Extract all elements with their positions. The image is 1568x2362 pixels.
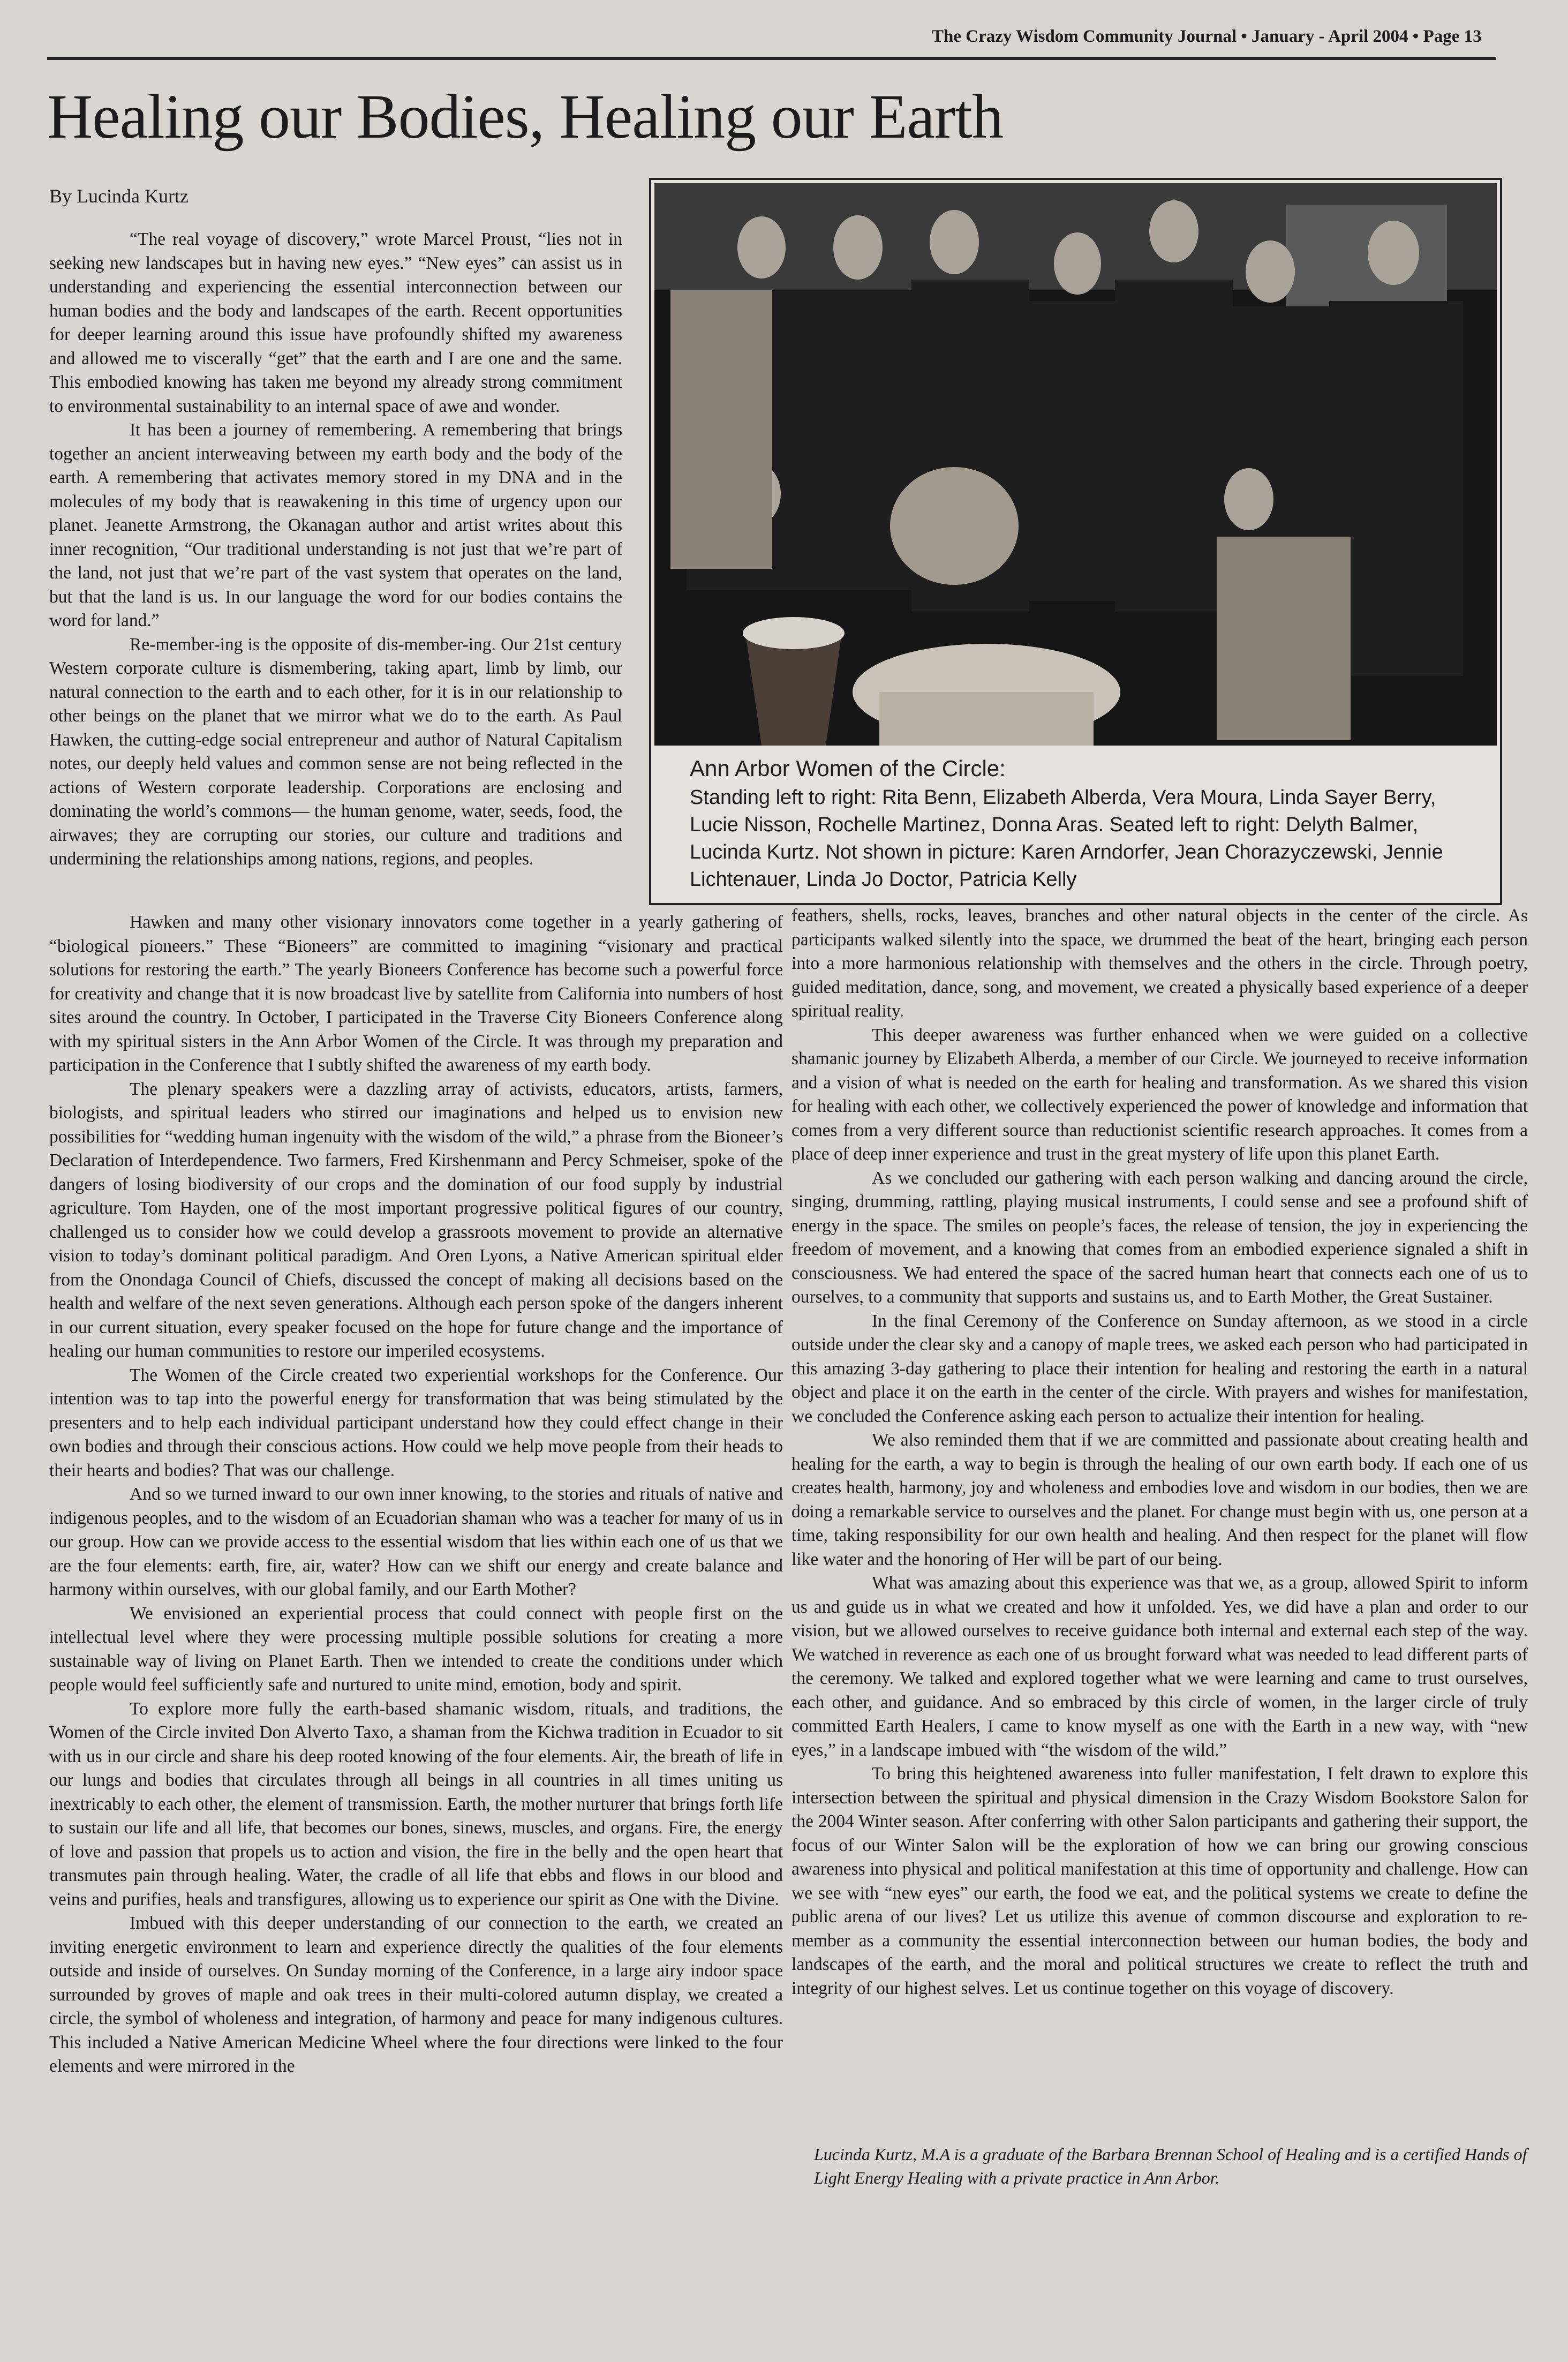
paragraph: To explore more fully the earth-based shamanic wisdom, rituals, and traditions, the Women of the Circle invited Don Alverto Taxo, a shaman from the Kichwa tradition in Ecuador to sit with us in our circle and share his deep rooted knowing of the four elements. Air, the breath of life in our lungs and bodies that circulates through all beings in all countries in all times uniting us inextricably to each other, the element of transmission. Earth, the mother nurturer that brings forth life to sustain our life and all life, that becomes our bones, sinews, muscles, and organs. Fire, the energy of love and passion that propels us to action and vision, the fire in the belly and the open heart that transmutes pain through healing. Water, the cradle of all life that ebbs and flows in our blood and veins and purifies, heals and transfigures, allowing us to experience our spirit as One with the Divine.	[49, 1698, 783, 1909]
paragraph: Hawken and many other visionary innovators come together in a yearly gathering of “biological pioneers.” These “Bioneers” are committed to imagining “visionary and practical solutions for restoring the earth.” The yearly Bioneers Conference has become such a powerful force for creativity and change that it is now broadcast live by satellite from California into numbers of host sites around the country. In October, I participated in the Traverse City Bioneers Conference along with my spiritual sisters in the Ann Arbor Women of the Circle. It was through my preparation and participation in the Conference that I subtly shifted the awareness of my earth body.	[49, 912, 783, 1075]
paragraph: This deeper awareness was further enhanced when we were guided on a collective shamanic journey by Elizabeth Alberda, a member of our Circle. We journeyed to receive information and a vision of what is needed on the earth for healing and transformation. As we shared this vision for healing with each other, we collectively experienced the power of knowledge and information that comes from a very different source than reductionist scientific research approaches. It comes from a place of deep inner experience and trust in the great mystery of life upon this planet Earth.	[791, 1025, 1528, 1164]
header-rule	[47, 57, 1496, 60]
group-photo-illustration	[654, 183, 1497, 746]
column-right-lower	[791, 904, 1528, 2000]
paragraph: In the final Ceremony of the Conference on Sunday afternoon, as we stood in a circle outside under the clear sky and a canopy of maple trees, we asked each person who had participated in this amazing 3-day gathering to place their intention for healing and restoring the earth in a natural object and place it on the earth in the center of the circle. With prayers and wishes for manifestation, we concluded the Conference asking each person to actualize their intention for healing.	[791, 1311, 1528, 1426]
paragraph: It has been a journey of remembering. A remembering that brings together an ancient interweaving between my earth body and the body of the earth. A remembering that activates memory stored in my DNA and in the molecules of my body that is reawakening in this time of urgency upon our planet. Jeanette Armstrong, the Okanagan author and artist writes about this inner recognition, “Our traditional understanding is not just that we’re part of the land, not just that we’re part of the vast system that operates on the land, but that the land is us. In our language the word for our bodies contains the word for land.”	[49, 420, 622, 630]
paragraph: We also reminded them that if we are committed and passionate about creating health and healing for the earth, a way to begin is through the healing of our own earth body. If each one of us creates health, harmony, joy and wholeness and embodies love and wisdom in our bodies, then we are doing a remarkable service to ourselves and the planet. For change must begin with us, one person at a time, taking responsibility for our own health and healing. And then respect for the planet will flow like water and the honoring of Her will be part of our being.	[791, 1430, 1528, 1569]
group-photo	[654, 183, 1497, 746]
caption-title: Ann Arbor Women of the Circle:	[690, 756, 1006, 781]
article-title: Healing our Bodies, Healing our Earth	[47, 81, 1003, 152]
paragraph: feathers, shells, rocks, leaves, branches and other natural objects in the center of the circle. As participants walked silently into the space, we drummed the beat of the heart, bringing each person into a more harmonious relationship with themselves and the others in the circle. Through poetry, guided meditation, dance, song, and movement, we created a physically based experience of a deeper spiritual reality.	[791, 906, 1528, 1021]
caption-text: Standing left to right: Rita Benn, Elizabeth Alberda, Vera Moura, Linda Sayer Berry, Lucie Nisson, Rochelle Martinez, Donna Aras. Seated left to right: Delyth Balmer, Lucinda Kurtz. Not shown in picture: Karen Arndorfer, Jean Chorazyczewski, Jennie Lichtenauer, Linda Jo Doctor, Patricia Kelly	[690, 786, 1443, 891]
paragraph: Imbued with this deeper understanding of our connection to the earth, we created an inviting energetic environment to learn and experience directly the qualities of the four elements outside and inside of ourselves. On Sunday morning of the Conference, in a large airy indoor space surrounded by groves of maple and oak trees in their multi-colored autumn display, we created a circle, the symbol of wholeness and integration, of harmony and peace for many indigenous cultures. This included a Native American Medicine Wheel where the four directions were linked to the four elements and were mirrored in the	[49, 1913, 783, 2076]
photo-with-caption	[649, 178, 1502, 905]
paragraph: Re-member-ing is the opposite of dis-member-ing. Our 21st century Western corporate culture is dismembering, taking apart, limb by limb, our natural connection to the earth and to each other, for it is in our relationship to other beings on the planet that we mirror what we do to the earth. As Paul Hawken, the cutting-edge social entrepreneur and author of Natural Capitalism notes, our deeply held values and common sense are not being reflected in the actions of Western corporate leadership. Corporations are enclosing and dominating the world’s commons— the human genome, water, seeds, food, the airwaves; they are corrupting our stories, our culture and traditions and undermining the relationships among nations, regions, and peoples.	[49, 634, 622, 869]
paragraph: And so we turned inward to our own inner knowing, to the stories and rituals of native and indigenous peoples, and to the wisdom of an Ecuadorian shaman who was a teacher for many of us in our group. How can we provide access to the essential wisdom that lies within each one of us that we are the four elements: earth, fire, air, water? How can we shift our energy and create balance and harmony within ourselves, with our global family, and our Earth Mother?	[49, 1484, 783, 1599]
page-header: The Crazy Wisdom Community Journal • January - April 2004 • Page 13	[932, 27, 1482, 46]
paragraph: What was amazing about this experience was that we, as a group, allowed Spirit to inform us and guide us in what we created and how it unfolded. Yes, we did have a plan and order to our vision, but we allowed ourselves to receive guidance both internal and external each step of the way. We watched in reverence as each one of us brought forward what was needed to lead different parts of the ceremony. We talked and explored together what we were learning and came to trust ourselves, each other, and guidance. And so embraced by this circle of women, in the larger circle of truly committed Earth Healers, I came to know myself as one with the Earth in a new way, with “new eyes,” in a landscape imbued with “the wisdom of the wild.”	[791, 1573, 1528, 1760]
paragraph: To bring this heightened awareness into fuller manifestation, I felt drawn to explore this intersection between the spiritual and physical dimension in the Crazy Wisdom Bookstore Salon for the 2004 Winter season. After conferring with other Salon participants and gathering their support, the focus of our Winter Salon will be the exploration of how we can bring our growing conscious awareness into physical and political manifestation at this time of opportunity and challenge. How can we see with “new eyes” our earth, the food we eat, and the political systems we create to define the public arena of our lives? Let us utilize this avenue of common discourse and exploration to re-member as a community the essential interconnection between our human bodies, the body and landscapes of the earth, and the moral and political structures we create to reflect the truth and integrity of our highest selves. Let us continue together on this voyage of discovery.	[791, 1764, 1528, 1998]
author-bio: Lucinda Kurtz, M.A is a graduate of the Barbara Brennan School of Healing and is a certified Hands of Light Energy Healing with a private practice in Ann Arbor.	[814, 2145, 1527, 2187]
column-left-upper	[49, 228, 622, 871]
paragraph: As we concluded our gathering with each person walking and dancing around the circle, singing, drumming, rattling, playing musical instruments, I could sense and see a profound shift of energy in the space. The smiles on people’s faces, the release of tension, the joy in experiencing the freedom of movement, and a knowing that comes from an embodied experience signaled a shift in consciousness. We had entered the space of the sacred human heart that connects each one of us to ourselves, to a community that supports and sustains us, and to Earth Mother, the Great Sustainer.	[791, 1168, 1528, 1307]
paragraph: The Women of the Circle created two experiential workshops for the Conference. Our intention was to tap into the powerful energy for transformation that was being stimulated by the presenters and to help each individual participant understand how they could effect change in their own bodies and through their conscious actions. How could we help move people from their heads to their hearts and bodies? That was our challenge.	[49, 1365, 783, 1480]
byline: By Lucinda Kurtz	[49, 185, 189, 207]
paragraph: We envisioned an experiential process that could connect with people first on the intellectual level where they were processing multiple possible solutions for creating a more sustainable way of living on Planet Earth. Then we intended to create the conditions under which people would feel sufficiently safe and nurtured to unite mind, emotion, body and spirit.	[49, 1603, 783, 1695]
paragraph: “The real voyage of discovery,” wrote Marcel Proust, “lies not in seeking new landscapes but in having new eyes.” “New eyes” can assist us in understanding and experiencing the essential interconnection between our human bodies and the body and landscapes of the earth. Recent opportunities for deeper learning around this issue have profoundly shifted my awareness and allowed me to viscerally “get” that the earth and I are one and the same. This embodied knowing has taken me beyond my already strong commitment to environmental sustainability to an internal space of awe and wonder.	[49, 229, 622, 416]
paragraph: The plenary speakers were a dazzling array of activists, educators, artists, farmers, biologists, and spiritual leaders who stirred our imaginations and helped us to envision new possibilities for “wedding human ingenuity with the wisdom of the wild,” a phrase from the Bioneer’s Declaration of Interdependence. Two farmers, Fred Kirshenmann and Percy Schmeiser, spoke of the dangers of losing biodiversity of our crops and the domination of our food supply by industrial agriculture. Tom Hayden, one of the most important progressive political figures of our country, challenged us to consider how we could develop a grassroots movement to provide an alternative vision to today’s dominant political paradigm. And Oren Lyons, a Native American spiritual elder from the Onondaga Council of Chiefs, discussed the concept of making all decisions based on the health and welfare of the next seven generations. Although each person spoke of the dangers inherent in our current situation, every speaker focused on the hope for future change and the importance of healing our human communities to restore our imperiled ecosystems.	[49, 1079, 783, 1361]
column-left-lower	[49, 911, 783, 2079]
